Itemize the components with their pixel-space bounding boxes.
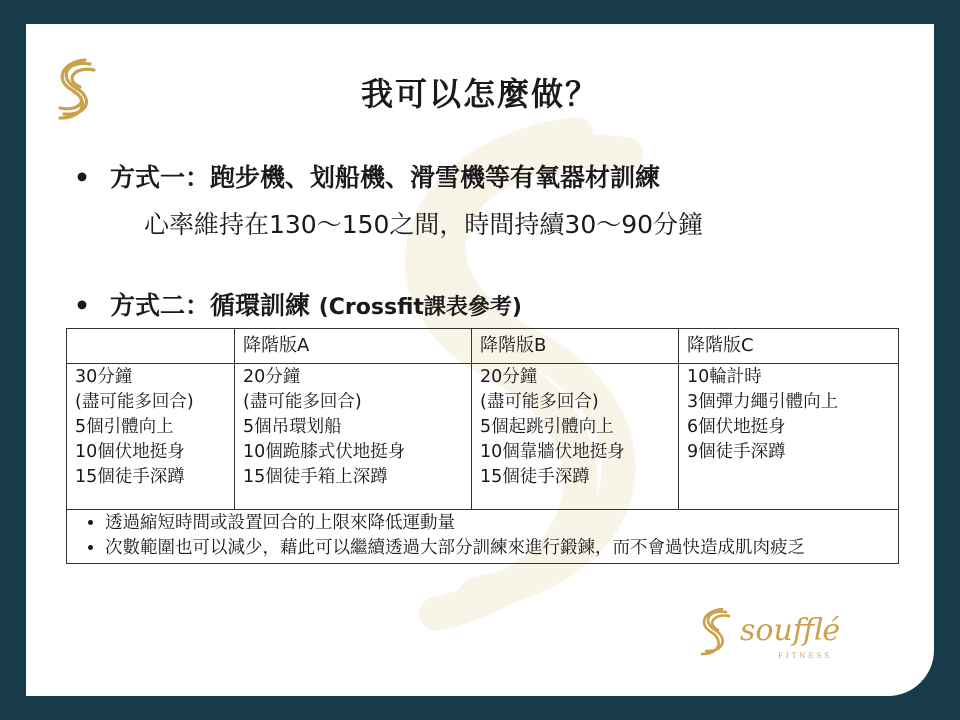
table-cell [472, 364, 679, 510]
table-cell-line: 15個徒手箱上深蹲 [243, 467, 388, 487]
table-cell-line: 9個徒手深蹲 [687, 442, 786, 462]
table-cell-line: 10個伏地挺身 [75, 442, 185, 462]
note-item: • 次數範圍也可以減少，藉此可以繼續透過大部分訓練來進行鍛鍊，而不會過快造成肌肉疲乏 [105, 536, 891, 561]
table-notes-row [67, 510, 899, 564]
method-two-text: 方式二：循環訓練 [110, 291, 319, 320]
bullet: • [74, 291, 90, 320]
table-cell-line: (盡可能多回合) [243, 392, 362, 412]
method-one-detail: 心率維持在130～150之間，時間持續30～90分鐘 [144, 210, 704, 239]
method-two-note: (Crossfit課表參考) [318, 295, 522, 320]
table-row [67, 364, 899, 510]
table-notes [67, 510, 899, 564]
slide [26, 24, 934, 696]
table-cell-line: 5個吊環划船 [243, 417, 342, 437]
table-cell-line: 10輪計時 [687, 367, 762, 387]
table-cell-line: (盡可能多回合) [75, 392, 194, 412]
table-cell-line: (盡可能多回合) [480, 392, 599, 412]
table-cell [235, 364, 472, 510]
bullet: • [74, 163, 90, 192]
table-cell-line: 20分鐘 [480, 367, 538, 387]
table-header-cell: 降階版C [679, 329, 899, 364]
table-header-cell: 降階版A [235, 329, 472, 364]
brand-wordmark: soufflé [740, 613, 841, 648]
table-cell-line: 15個徒手深蹲 [75, 467, 185, 487]
method-one-heading [74, 158, 660, 194]
table-cell-line: 10個跪膝式伏地挺身 [243, 442, 406, 462]
method-two-heading [74, 286, 522, 322]
table-cell-line: 5個引體向上 [75, 417, 174, 437]
method-one-text: 方式一：跑步機、划船機、滑雪機等有氧器材訓練 [110, 163, 661, 192]
table-header-cell [67, 329, 235, 364]
table-header-cell: 降階版B [472, 329, 679, 364]
table-cell [679, 364, 899, 510]
table-header-row [67, 329, 899, 364]
page-title: 我可以怎麼做？ [360, 75, 599, 113]
workout-table [66, 328, 899, 564]
table-cell-line: 20分鐘 [243, 367, 301, 387]
table-cell-line: 5個起跳引體向上 [480, 417, 614, 437]
brand-mark-icon [702, 609, 729, 654]
table-cell-line: 6個伏地挺身 [687, 417, 786, 437]
table-cell-line: 3個彈力繩引體向上 [687, 392, 839, 412]
table-cell [67, 364, 235, 510]
brand-logo [696, 604, 916, 664]
brand-subtitle: FITNESS [778, 652, 832, 660]
table-cell-line: 30分鐘 [75, 367, 133, 387]
table-cell-line: 15個徒手深蹲 [480, 467, 590, 487]
note-item: • 透過縮短時間或設置回合的上限來降低運動量 [105, 511, 891, 536]
table-cell-line: 10個靠牆伏地挺身 [480, 442, 625, 462]
